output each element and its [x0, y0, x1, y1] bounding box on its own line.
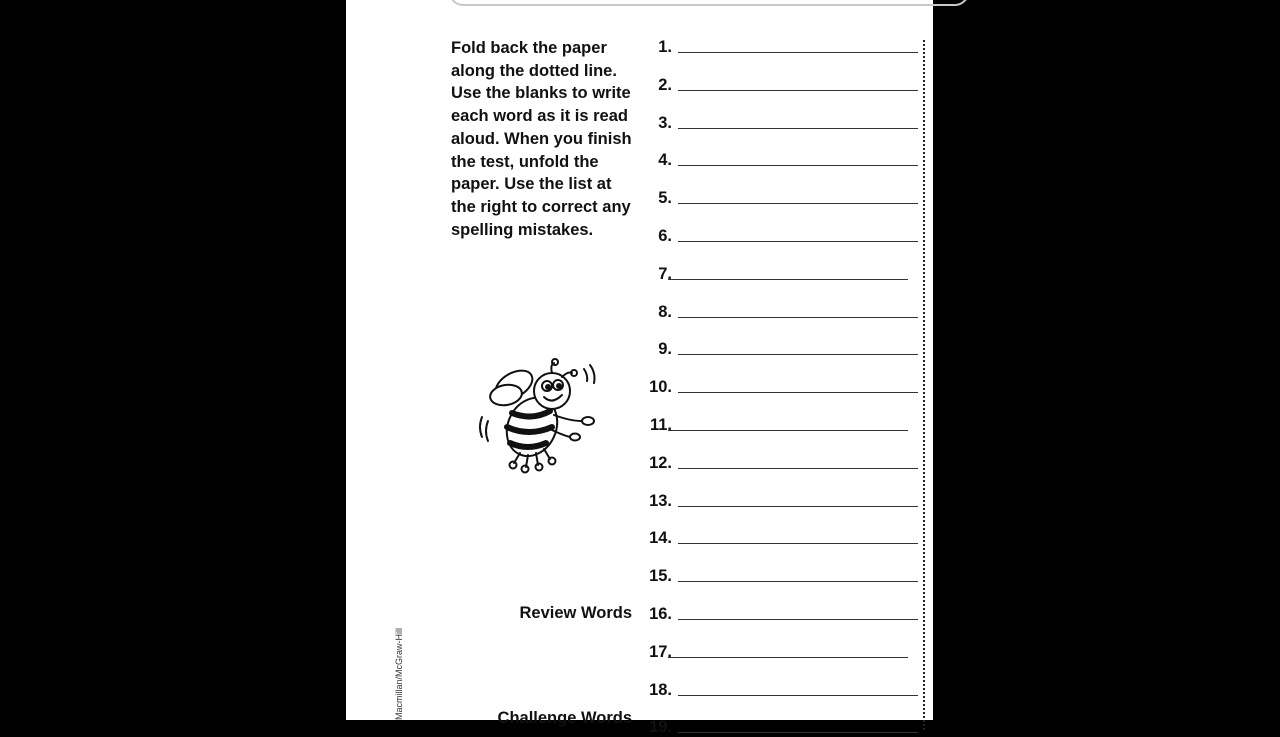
answer-blank[interactable]	[678, 90, 918, 91]
answer-blank[interactable]	[678, 317, 918, 318]
item-number: 11.	[649, 416, 672, 434]
answer-blank[interactable]	[678, 581, 918, 582]
item-number: 13.	[649, 491, 672, 510]
answer-blank[interactable]	[668, 430, 908, 431]
item-number: 6.	[658, 227, 672, 245]
answer-blank[interactable]	[678, 203, 918, 204]
item-number: 9.	[658, 340, 672, 359]
item-number: 10.	[649, 378, 672, 397]
answer-blank[interactable]	[678, 52, 918, 53]
answer-blank[interactable]	[678, 468, 918, 469]
answer-blank[interactable]	[678, 695, 918, 696]
answer-blank[interactable]	[668, 279, 908, 280]
challenge-words-label: Challenge Words	[497, 709, 632, 727]
item-number: 7.	[658, 264, 672, 283]
answer-blank[interactable]	[678, 732, 918, 733]
item-number: 18.	[649, 680, 672, 699]
bee-icon	[474, 355, 614, 485]
item-number: 17.	[649, 642, 672, 661]
answer-blank[interactable]	[678, 392, 918, 393]
dotted-fold-line	[923, 40, 925, 730]
item-number: 15.	[649, 567, 672, 586]
item-number: 1.	[658, 38, 672, 56]
copyright-text: Macmillan/McGraw-Hill	[394, 627, 404, 720]
item-number: 5.	[658, 189, 672, 208]
item-number: 8.	[658, 302, 672, 321]
item-number: 19.	[649, 718, 672, 737]
item-number: 16.	[649, 605, 672, 623]
item-number: 14.	[649, 529, 672, 548]
header-tab-border	[449, 0, 969, 6]
answer-blank[interactable]	[678, 619, 918, 620]
review-words-label: Review Words	[519, 604, 632, 622]
answer-blank[interactable]	[678, 165, 918, 166]
item-number: 3.	[658, 113, 672, 132]
answer-blank[interactable]	[678, 128, 918, 129]
item-number: 2.	[658, 75, 672, 94]
answer-blank[interactable]	[668, 657, 908, 658]
item-number: 4.	[658, 151, 672, 170]
answer-blank[interactable]	[678, 543, 918, 544]
instructions-text: Fold back the paper along the dotted line. Use the blanks to write each word as it is read aloud. When you finish the test, unfold the paper. Use the list at the right to correct any spelling mistakes.	[451, 39, 632, 239]
worksheet-page	[346, 0, 933, 737]
item-number: 12.	[649, 453, 672, 472]
answer-blank[interactable]	[678, 241, 918, 242]
answer-blank[interactable]	[678, 506, 918, 507]
answer-blank[interactable]	[678, 354, 918, 355]
